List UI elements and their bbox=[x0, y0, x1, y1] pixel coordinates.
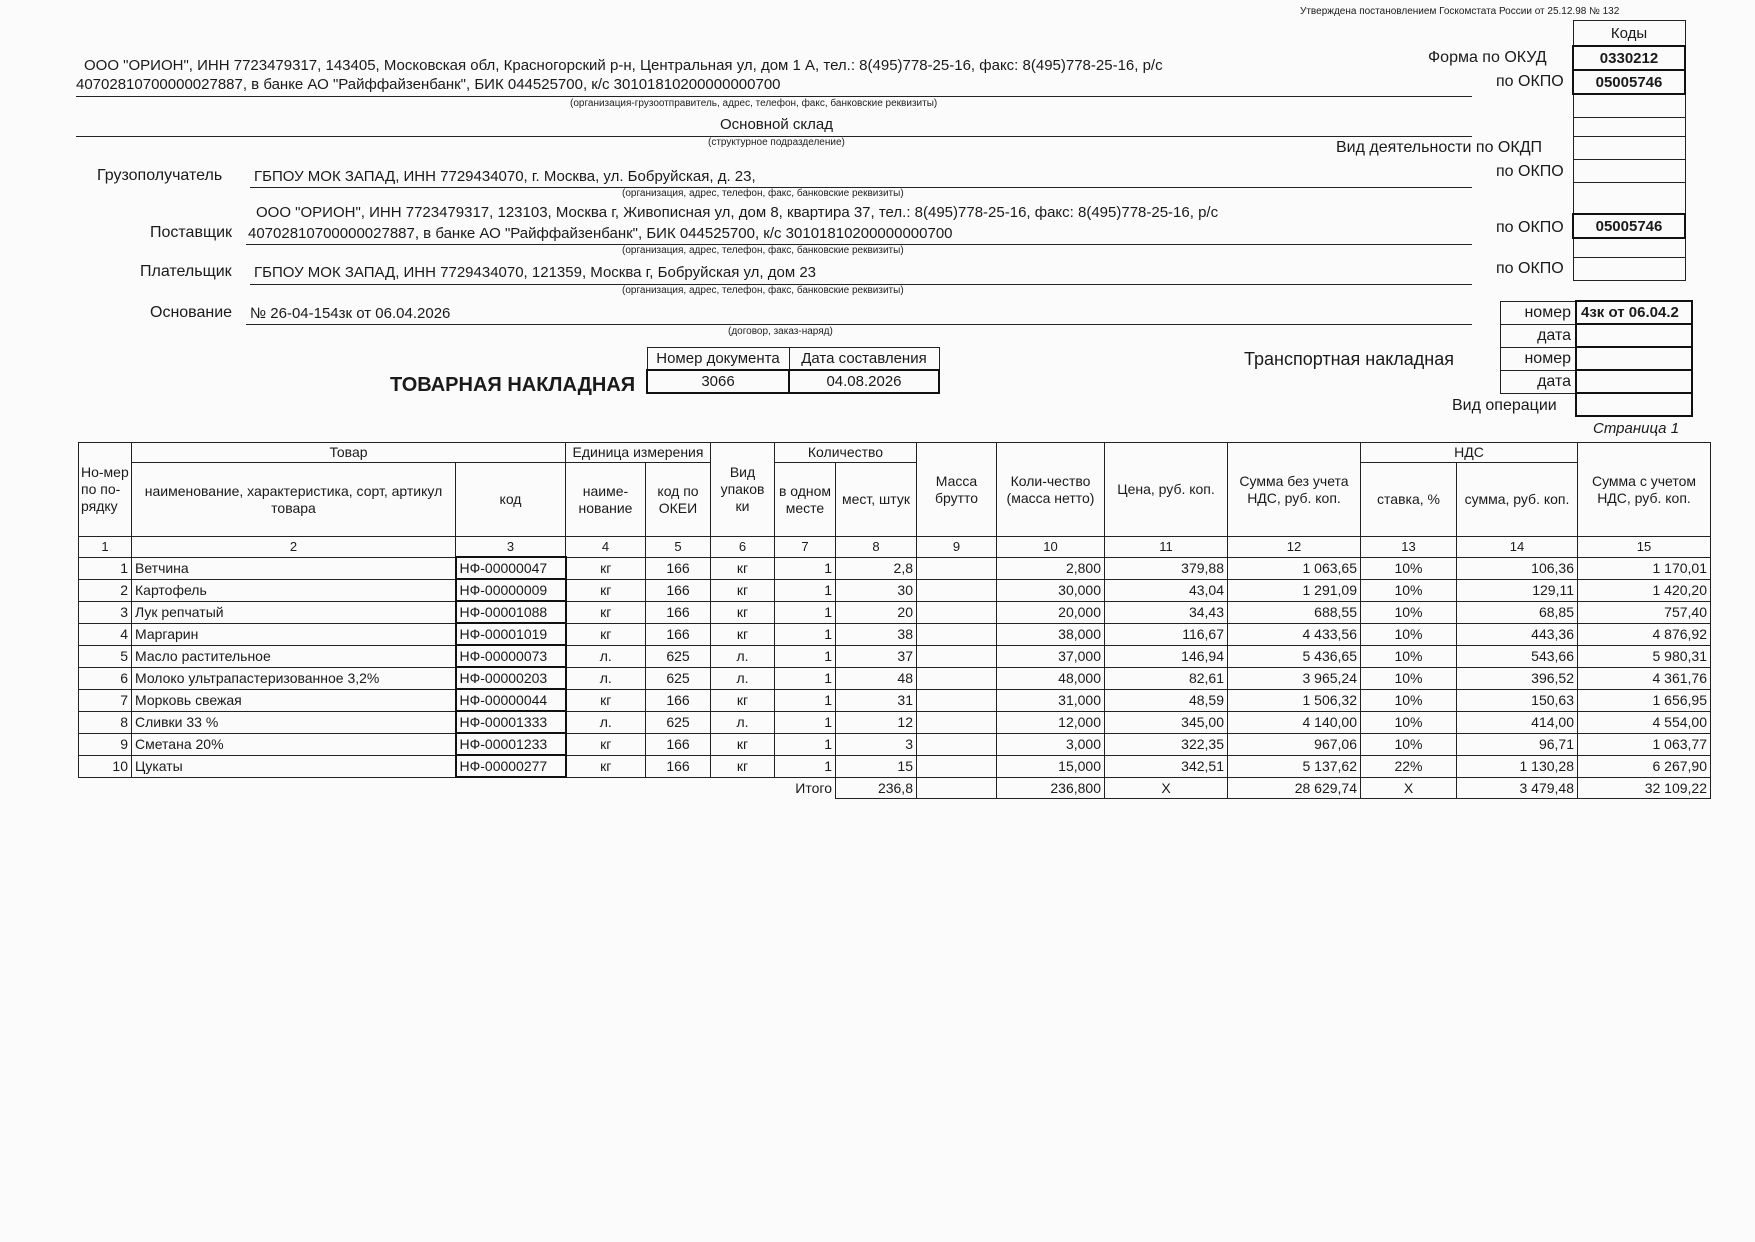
total-price: X bbox=[1105, 777, 1228, 798]
cell-gross bbox=[917, 689, 997, 711]
cell-code: НФ-00000044 bbox=[456, 689, 566, 711]
cell-sum: 1 291,09 bbox=[1228, 579, 1361, 601]
okpo-consignee-code bbox=[1573, 160, 1685, 183]
cell-places: 30 bbox=[836, 579, 917, 601]
cell-places: 37 bbox=[836, 645, 917, 667]
cell-gross bbox=[917, 711, 997, 733]
cell-name: Маргарин bbox=[132, 623, 456, 645]
cell-pack: кг bbox=[711, 733, 775, 755]
cell-vat: 396,52 bbox=[1457, 667, 1578, 689]
transport-number-label: номер bbox=[1501, 347, 1577, 370]
doc-number-box bbox=[646, 347, 940, 394]
cell-okei: 625 bbox=[646, 667, 711, 689]
cell-one: 1 bbox=[775, 667, 836, 689]
col-pack-header: Вид упаков ки bbox=[711, 443, 775, 537]
cell-n: 5 bbox=[79, 645, 132, 667]
col-gross-header: Масса брутто bbox=[917, 443, 997, 537]
operation-value bbox=[1576, 393, 1692, 416]
okpo-label-1: по ОКПО bbox=[1496, 73, 1564, 90]
col-vat-sum-header: сумма, руб. коп. bbox=[1457, 463, 1578, 537]
goods-table bbox=[78, 442, 1711, 799]
supplier-label: Поставщик bbox=[150, 224, 233, 241]
cell-one: 1 bbox=[775, 623, 836, 645]
empty-code-1 bbox=[1573, 94, 1685, 118]
cell-n: 4 bbox=[79, 623, 132, 645]
cell-one: 1 bbox=[775, 557, 836, 579]
cell-places: 15 bbox=[836, 755, 917, 777]
cell-okei: 166 bbox=[646, 557, 711, 579]
cell-places: 48 bbox=[836, 667, 917, 689]
cell-price: 48,59 bbox=[1105, 689, 1228, 711]
col-sum-vat-header: Сумма с учетом НДС, руб. коп. bbox=[1578, 443, 1711, 537]
table-row bbox=[79, 689, 1711, 711]
col-qty-places-header: мест, штук bbox=[836, 463, 917, 537]
column-number: 11 bbox=[1105, 537, 1228, 558]
cell-net: 2,800 bbox=[997, 557, 1105, 579]
cell-sum: 4 433,56 bbox=[1228, 623, 1361, 645]
cell-price: 345,00 bbox=[1105, 711, 1228, 733]
cell-code: НФ-00001019 bbox=[456, 623, 566, 645]
cell-unit: кг bbox=[566, 601, 646, 623]
cell-net: 15,000 bbox=[997, 755, 1105, 777]
okpo-label-2: по ОКПО bbox=[1496, 163, 1564, 180]
payer-value: ГБПОУ МОК ЗАПАД, ИНН 7729434070, 121359, Москва г, Бобруйская ул, дом 23 bbox=[254, 264, 817, 281]
column-number: 9 bbox=[917, 537, 997, 558]
okpo-shipper-code: 05005746 bbox=[1573, 70, 1685, 94]
transport-date-value bbox=[1576, 370, 1692, 393]
cell-total: 4 554,00 bbox=[1578, 711, 1711, 733]
cell-name: Сливки 33 % bbox=[132, 711, 456, 733]
cell-price: 116,67 bbox=[1105, 623, 1228, 645]
cell-sum: 688,55 bbox=[1228, 601, 1361, 623]
cell-price: 322,35 bbox=[1105, 733, 1228, 755]
cell-code: НФ-00001088 bbox=[456, 601, 566, 623]
cell-name: Морковь свежая bbox=[132, 689, 456, 711]
table-row bbox=[79, 645, 1711, 667]
cell-pack: кг bbox=[711, 689, 775, 711]
table-row bbox=[79, 623, 1711, 645]
cell-vat: 1 130,28 bbox=[1457, 755, 1578, 777]
cell-rate: 10% bbox=[1361, 579, 1457, 601]
total-gross bbox=[917, 777, 997, 798]
column-number: 5 bbox=[646, 537, 711, 558]
cell-price: 342,51 bbox=[1105, 755, 1228, 777]
cell-unit: кг bbox=[566, 557, 646, 579]
column-numbers-row bbox=[79, 537, 1711, 558]
cell-n: 7 bbox=[79, 689, 132, 711]
department: Основной склад bbox=[720, 116, 834, 133]
consignee-value: ГБПОУ МОК ЗАПАД, ИНН 7729434070, г. Москва, ул. Бобруйская, д. 23, bbox=[254, 168, 756, 185]
shipper-hint: (организация-грузоотправитель, адрес, телефон, факс, банковские реквизиты) bbox=[570, 98, 938, 109]
operation-label: Вид операции bbox=[1452, 397, 1557, 414]
cell-gross bbox=[917, 579, 997, 601]
cell-sum: 4 140,00 bbox=[1228, 711, 1361, 733]
cell-code: НФ-00001333 bbox=[456, 711, 566, 733]
cell-name: Лук репчатый bbox=[132, 601, 456, 623]
cell-total: 1 656,95 bbox=[1578, 689, 1711, 711]
cell-n: 8 bbox=[79, 711, 132, 733]
basis-number-label: номер bbox=[1501, 301, 1577, 324]
cell-n: 3 bbox=[79, 601, 132, 623]
basis-hint: (договор, заказ-наряд) bbox=[728, 326, 833, 337]
cell-places: 12 bbox=[836, 711, 917, 733]
cell-rate: 10% bbox=[1361, 667, 1457, 689]
total-places: 236,8 bbox=[836, 777, 917, 798]
cell-n: 2 bbox=[79, 579, 132, 601]
cell-total: 1 063,77 bbox=[1578, 733, 1711, 755]
cell-unit: кг bbox=[566, 689, 646, 711]
cell-rate: 10% bbox=[1361, 711, 1457, 733]
cell-price: 82,61 bbox=[1105, 667, 1228, 689]
column-number: 2 bbox=[132, 537, 456, 558]
cell-unit: л. bbox=[566, 711, 646, 733]
col-qty-one-header: в одном месте bbox=[775, 463, 836, 537]
cell-price: 379,88 bbox=[1105, 557, 1228, 579]
column-number: 12 bbox=[1228, 537, 1361, 558]
cell-vat: 96,71 bbox=[1457, 733, 1578, 755]
cell-code: НФ-00000073 bbox=[456, 645, 566, 667]
supplier-line-1: ООО "ОРИОН", ИНН 7723479317, 123103, Москва г, Живописная ул, дом 8, квартира 37, тел.: 8(495)778-25-16, факс: 8(495)778-25-16, р/с bbox=[256, 204, 1219, 221]
cell-one: 1 bbox=[775, 689, 836, 711]
basis-value: № 26-04-154зк от 06.04.2026 bbox=[250, 305, 451, 322]
cell-gross bbox=[917, 755, 997, 777]
total-vat: 3 479,48 bbox=[1457, 777, 1578, 798]
cell-name: Картофель bbox=[132, 579, 456, 601]
column-number: 6 bbox=[711, 537, 775, 558]
cell-name: Масло растительное bbox=[132, 645, 456, 667]
cell-okei: 625 bbox=[646, 645, 711, 667]
cell-pack: л. bbox=[711, 711, 775, 733]
cell-total: 1 420,20 bbox=[1578, 579, 1711, 601]
okpo-label-4: по ОКПО bbox=[1496, 260, 1564, 277]
cell-okei: 166 bbox=[646, 623, 711, 645]
col-sum-novat-header: Сумма без учета НДС, руб. коп. bbox=[1228, 443, 1361, 537]
okpo-supplier-code: 05005746 bbox=[1573, 214, 1685, 238]
cell-places: 38 bbox=[836, 623, 917, 645]
basis-date-value bbox=[1576, 324, 1692, 347]
empty-code-4 bbox=[1573, 238, 1685, 258]
cell-net: 20,000 bbox=[997, 601, 1105, 623]
cell-one: 1 bbox=[775, 711, 836, 733]
total-row bbox=[79, 777, 1711, 798]
basis-label: Основание bbox=[150, 304, 233, 321]
doc-number-label: Номер документа bbox=[647, 348, 789, 371]
cell-net: 31,000 bbox=[997, 689, 1105, 711]
cell-total: 4 876,92 bbox=[1578, 623, 1711, 645]
cell-places: 2,8 bbox=[836, 557, 917, 579]
table-row bbox=[79, 557, 1711, 579]
col-goods-header: Товар bbox=[132, 443, 566, 463]
column-number: 15 bbox=[1578, 537, 1711, 558]
cell-one: 1 bbox=[775, 733, 836, 755]
col-vat-rate-header: ставка, % bbox=[1361, 463, 1457, 537]
cell-rate: 10% bbox=[1361, 601, 1457, 623]
cell-net: 3,000 bbox=[997, 733, 1105, 755]
doc-date-label: Дата составления bbox=[789, 348, 939, 371]
cell-code: НФ-00001233 bbox=[456, 733, 566, 755]
cell-okei: 166 bbox=[646, 689, 711, 711]
cell-name: Сметана 20% bbox=[132, 733, 456, 755]
okud-code: 0330212 bbox=[1573, 46, 1685, 70]
cell-rate: 10% bbox=[1361, 645, 1457, 667]
cell-vat: 150,63 bbox=[1457, 689, 1578, 711]
page-number: Страница 1 bbox=[1593, 420, 1680, 437]
column-number: 10 bbox=[997, 537, 1105, 558]
cell-name: Ветчина bbox=[132, 557, 456, 579]
col-net-header: Коли-чество (масса нетто) bbox=[997, 443, 1105, 537]
cell-gross bbox=[917, 667, 997, 689]
cell-n: 6 bbox=[79, 667, 132, 689]
cell-vat: 68,85 bbox=[1457, 601, 1578, 623]
cell-name: Молоко ультрапастеризованное 3,2% bbox=[132, 667, 456, 689]
cell-net: 12,000 bbox=[997, 711, 1105, 733]
cell-sum: 5 137,62 bbox=[1228, 755, 1361, 777]
cell-pack: л. bbox=[711, 667, 775, 689]
total-sum: 28 629,74 bbox=[1228, 777, 1361, 798]
cell-okei: 166 bbox=[646, 755, 711, 777]
payer-label: Плательщик bbox=[140, 263, 232, 280]
cell-n: 10 bbox=[79, 755, 132, 777]
cell-unit: л. bbox=[566, 645, 646, 667]
cell-total: 6 267,90 bbox=[1578, 755, 1711, 777]
okud-label: Форма по ОКУД bbox=[1428, 49, 1547, 66]
supplier-hint: (организация, адрес, телефон, факс, банковские реквизиты) bbox=[622, 245, 904, 256]
col-price-header: Цена, руб. коп. bbox=[1105, 443, 1228, 537]
cell-vat: 443,36 bbox=[1457, 623, 1578, 645]
cell-okei: 166 bbox=[646, 601, 711, 623]
cell-n: 1 bbox=[79, 557, 132, 579]
cell-net: 38,000 bbox=[997, 623, 1105, 645]
col-unit-header: Единица измерения bbox=[566, 443, 711, 463]
cell-sum: 1 063,65 bbox=[1228, 557, 1361, 579]
column-number: 14 bbox=[1457, 537, 1578, 558]
cell-total: 4 361,76 bbox=[1578, 667, 1711, 689]
total-rate: X bbox=[1361, 777, 1457, 798]
total-label: Итого bbox=[795, 780, 832, 796]
transport-date-label: дата bbox=[1501, 370, 1577, 393]
cell-okei: 166 bbox=[646, 733, 711, 755]
col-unit-name-header: наиме-нование bbox=[566, 463, 646, 537]
cell-unit: л. bbox=[566, 667, 646, 689]
table-row bbox=[79, 733, 1711, 755]
cell-total: 1 170,01 bbox=[1578, 557, 1711, 579]
table-row bbox=[79, 601, 1711, 623]
document-title: ТОВАРНАЯ НАКЛАДНАЯ bbox=[390, 374, 636, 396]
column-number: 3 bbox=[456, 537, 566, 558]
column-number: 1 bbox=[79, 537, 132, 558]
cell-unit: кг bbox=[566, 733, 646, 755]
cell-price: 146,94 bbox=[1105, 645, 1228, 667]
col-qty-header: Количество bbox=[775, 443, 917, 463]
cell-price: 43,04 bbox=[1105, 579, 1228, 601]
cell-vat: 414,00 bbox=[1457, 711, 1578, 733]
cell-net: 37,000 bbox=[997, 645, 1105, 667]
empty-code-2 bbox=[1573, 118, 1685, 137]
cell-code: НФ-00000047 bbox=[456, 557, 566, 579]
basis-number-value: 4зк от 06.04.2 bbox=[1576, 301, 1692, 324]
cell-net: 30,000 bbox=[997, 579, 1105, 601]
cell-one: 1 bbox=[775, 601, 836, 623]
table-row bbox=[79, 755, 1711, 777]
transport-number-value bbox=[1576, 347, 1692, 370]
cell-one: 1 bbox=[775, 755, 836, 777]
cell-code: НФ-00000203 bbox=[456, 667, 566, 689]
okdp-label: Вид деятельности по ОКДП bbox=[1336, 139, 1543, 156]
transport-label: Транспортная накладная bbox=[1244, 349, 1455, 369]
cell-pack: кг bbox=[711, 557, 775, 579]
cell-vat: 543,66 bbox=[1457, 645, 1578, 667]
cell-places: 20 bbox=[836, 601, 917, 623]
empty-code-3 bbox=[1573, 183, 1685, 215]
cell-code: НФ-00000277 bbox=[456, 755, 566, 777]
col-goods-code-header: код bbox=[456, 463, 566, 537]
supplier-line-2: 40702810700000027887, в банке АО "Райффайзенбанк", БИК 044525700, к/с 30101810200000000700 bbox=[248, 225, 953, 242]
cell-pack: кг bbox=[711, 579, 775, 601]
cell-sum: 5 436,65 bbox=[1228, 645, 1361, 667]
shipper-line-2: 40702810700000027887, в банке АО "Райффайзенбанк", БИК 044525700, к/с 30101810200000000700 bbox=[76, 76, 781, 93]
col-unit-okei-header: код по ОКЕИ bbox=[646, 463, 711, 537]
cell-gross bbox=[917, 601, 997, 623]
okpo-label-3: по ОКПО bbox=[1496, 219, 1564, 236]
total-net: 236,800 bbox=[997, 777, 1105, 798]
table-row bbox=[79, 667, 1711, 689]
okdp-code bbox=[1573, 137, 1685, 160]
cell-pack: л. bbox=[711, 645, 775, 667]
cell-gross bbox=[917, 623, 997, 645]
cell-n: 9 bbox=[79, 733, 132, 755]
cell-pack: кг bbox=[711, 623, 775, 645]
cell-name: Цукаты bbox=[132, 755, 456, 777]
consignee-label: Грузополучатель bbox=[97, 167, 223, 184]
basis-date-label: дата bbox=[1501, 324, 1577, 347]
column-number: 8 bbox=[836, 537, 917, 558]
cell-rate: 22% bbox=[1361, 755, 1457, 777]
col-goods-name-header: наименование, характеристика, сорт, артикул товара bbox=[132, 463, 456, 537]
department-hint: (структурное подразделение) bbox=[708, 137, 845, 148]
cell-sum: 3 965,24 bbox=[1228, 667, 1361, 689]
cell-sum: 1 506,32 bbox=[1228, 689, 1361, 711]
codes-table bbox=[1572, 20, 1686, 281]
cell-places: 31 bbox=[836, 689, 917, 711]
approval-note: Утверждена постановлением Госкомстата России от 25.12.98 № 132 bbox=[1300, 6, 1620, 17]
cell-one: 1 bbox=[775, 579, 836, 601]
cell-vat: 106,36 bbox=[1457, 557, 1578, 579]
total-total: 32 109,22 bbox=[1578, 777, 1711, 798]
okpo-payer-code bbox=[1573, 258, 1685, 281]
column-number: 13 bbox=[1361, 537, 1457, 558]
column-number: 4 bbox=[566, 537, 646, 558]
cell-total: 5 980,31 bbox=[1578, 645, 1711, 667]
cell-gross bbox=[917, 733, 997, 755]
table-row bbox=[79, 579, 1711, 601]
col-num-header: Но-мер по по-рядку bbox=[79, 443, 132, 537]
column-number: 7 bbox=[775, 537, 836, 558]
col-vat-header: НДС bbox=[1361, 443, 1578, 463]
cell-code: НФ-00000009 bbox=[456, 579, 566, 601]
doc-date-value: 04.08.2026 bbox=[789, 370, 939, 393]
cell-gross bbox=[917, 645, 997, 667]
codes-header: Коды bbox=[1573, 21, 1685, 47]
cell-unit: кг bbox=[566, 623, 646, 645]
cell-okei: 625 bbox=[646, 711, 711, 733]
cell-unit: кг bbox=[566, 755, 646, 777]
cell-vat: 129,11 bbox=[1457, 579, 1578, 601]
table-row bbox=[79, 711, 1711, 733]
consignee-hint: (организация, адрес, телефон, факс, банковские реквизиты) bbox=[622, 188, 904, 199]
cell-pack: кг bbox=[711, 755, 775, 777]
cell-net: 48,000 bbox=[997, 667, 1105, 689]
cell-total: 757,40 bbox=[1578, 601, 1711, 623]
cell-one: 1 bbox=[775, 645, 836, 667]
cell-rate: 10% bbox=[1361, 557, 1457, 579]
doc-number-value: 3066 bbox=[647, 370, 789, 393]
cell-rate: 10% bbox=[1361, 689, 1457, 711]
cell-pack: кг bbox=[711, 601, 775, 623]
payer-hint: (организация, адрес, телефон, факс, банковские реквизиты) bbox=[622, 285, 904, 296]
cell-price: 34,43 bbox=[1105, 601, 1228, 623]
shipper-line-1: ООО "ОРИОН", ИНН 7723479317, 143405, Московская обл, Красногорский р-н, Центральная ул, дом 1 А, тел.: 8(495)778-25-16, факс: 8(495)778-25-16, р/с bbox=[84, 57, 1163, 74]
cell-rate: 10% bbox=[1361, 623, 1457, 645]
cell-gross bbox=[917, 557, 997, 579]
cell-okei: 166 bbox=[646, 579, 711, 601]
cell-rate: 10% bbox=[1361, 733, 1457, 755]
cell-unit: кг bbox=[566, 579, 646, 601]
cell-places: 3 bbox=[836, 733, 917, 755]
cell-sum: 967,06 bbox=[1228, 733, 1361, 755]
